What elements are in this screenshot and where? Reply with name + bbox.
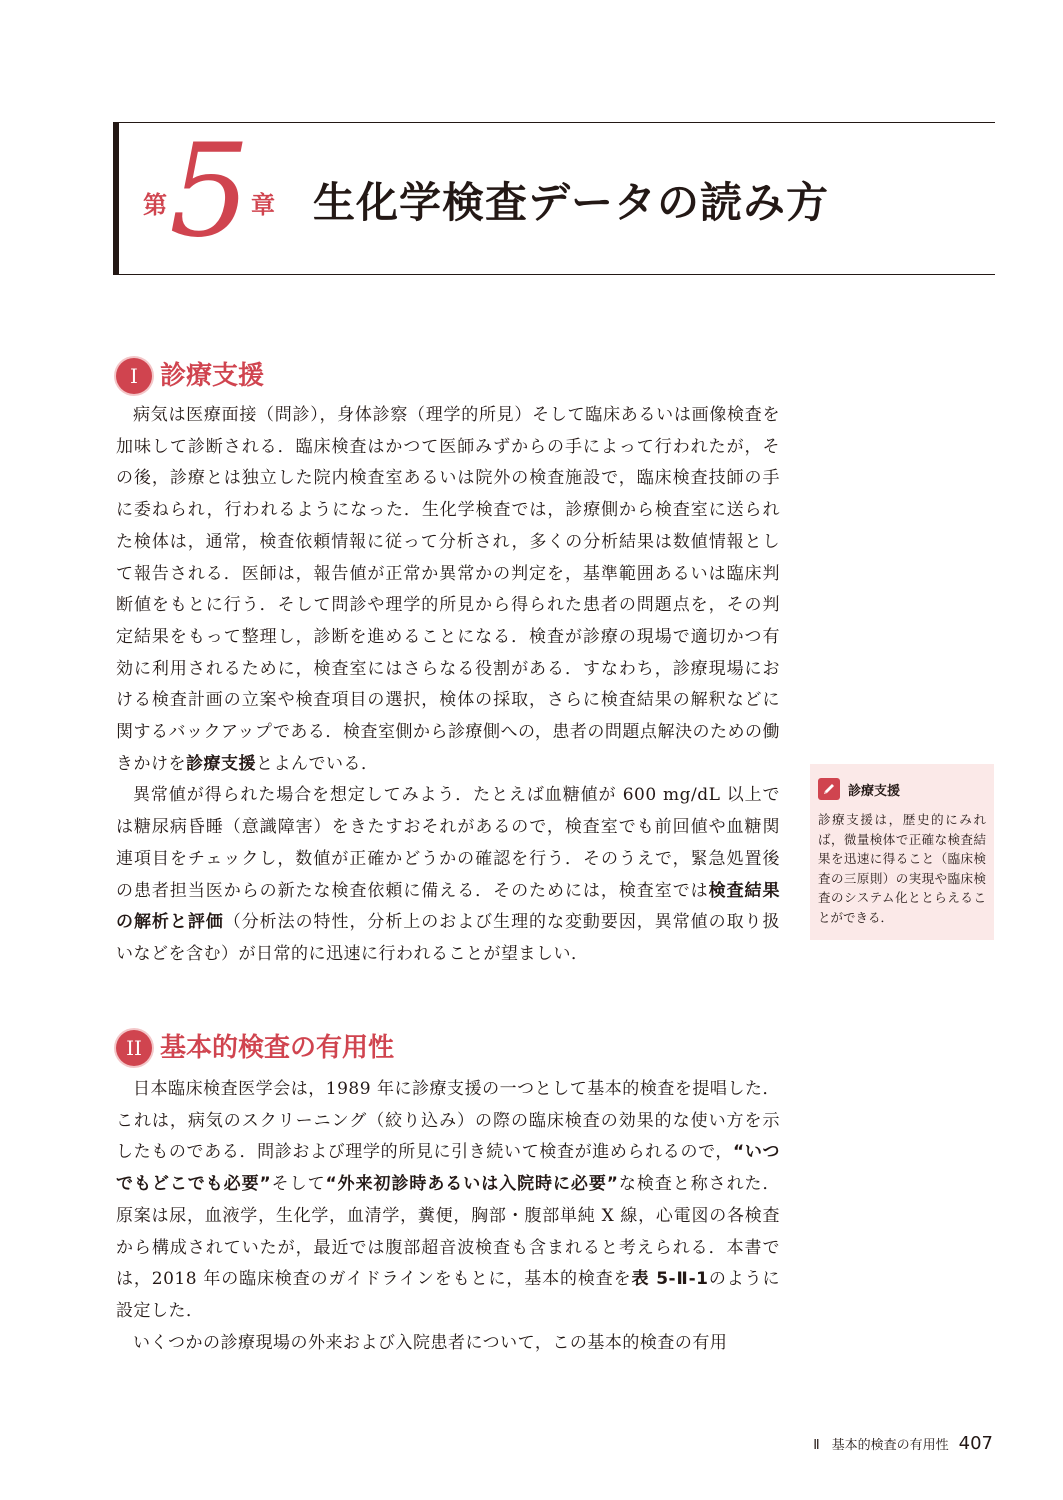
text-run: とよんでいる．	[256, 753, 379, 774]
sidenote-header	[818, 778, 986, 800]
keyword-bold: “いつでもどこでも必要”	[116, 1142, 780, 1195]
chapter-header	[113, 117, 995, 275]
pencil-note-icon	[818, 778, 840, 800]
sidenote-title: 診療支援	[848, 783, 901, 799]
chapter-number: 5	[169, 117, 251, 266]
text-run: 日本臨床検査医学会は，1989 年に診療支援の一つとして基本的検査を提唱した．これは，病気のスクリーニング（絞り込み）の際の臨床検査の効果的な使い方を示したものである．問診および理学的所見に引き続いて検査が進められるので，	[116, 1079, 780, 1163]
page-footer	[813, 1433, 993, 1454]
text-run: そして	[271, 1174, 326, 1195]
keyword-bold: 検査結果の解析と評価	[116, 880, 780, 933]
footer-section-mark: Ⅱ	[813, 1438, 820, 1453]
section-number-badge: I	[116, 358, 152, 394]
paragraph	[116, 400, 780, 780]
text-run: のように設定した．	[116, 1269, 781, 1321]
section-number-badge: II	[116, 1030, 152, 1066]
sidenote-body: 診療支援は，歴史的にみれば，微量検体で正確な検査結果を迅速に得ること（臨床検査の三原則）の実現や臨床検査のシステム化ととらえることができる．	[818, 812, 986, 925]
sidenote-box	[810, 764, 994, 940]
text-run: （分析法の特性，分析上のおよび生理的な変動要因，異常値の取り扱いなどを含む）が日常的に迅速に行われることが望ましい．	[116, 912, 780, 964]
chapter-title: 生化学検査データの読み方	[313, 178, 830, 227]
section-title: 基本的検査の有用性	[160, 1033, 395, 1063]
text-run: な検査と称された．原案は尿，血液学，生化学，血清学，糞便，胸部・腹部単純 X 線，心電図の各検査から構成されていたが，最近では腹部超音波検査も含まれると考えられる．本書では，2018 年の臨床検査のガイドラインをもとに，基本的検査を	[116, 1174, 780, 1290]
chapter-suffix: 章	[251, 191, 275, 219]
table-reference: 表 5-Ⅱ-1	[631, 1269, 709, 1290]
footer-section-title: 基本的検査の有用性	[831, 1438, 949, 1453]
chapter-prefix: 第	[143, 191, 167, 219]
section-1-body	[116, 400, 780, 971]
section-2-body	[116, 1074, 780, 1359]
section-title: 診療支援	[160, 361, 265, 391]
paragraph	[116, 1074, 780, 1328]
page-number: 407	[958, 1433, 993, 1454]
text-run: いくつかの診療現場の外来および入院患者について，この基本的検査の有用	[133, 1332, 728, 1353]
text-run: 病気は医療面接（問診），身体診察（理学的所見）そして臨床あるいは画像検査を加味して診断される．臨床検査はかつて医師みずからの手によって行われたが，その後，診療とは独立した院内検査室あるいは院外の検査施設で，臨床検査技師の手に委ねられ，行われるようになった．生化学検査では，診療側から検査室に送られた検体は，通常，検査依頼情報に従って分析され，多くの分析結果は数値情報として報告される．医師は，報告値が正常か異常かの判定を，基準範囲あるいは臨床判断値をもとに行う．そして問診や理学的所見から得られた患者の問題点を，その判定結果をもって整理し，診断を進めることになる．検査が診療の現場で適切かつ有効に利用されるために，検査室にはさらなる役割がある．すなわち，診療現場における検査計画の立案や検査項目の選択，検体の採取，さらに検査結果の解釈などに関するバックアップである．検査室側から診療側への，患者の問題点解決のための働きかけを	[116, 405, 780, 774]
paragraph	[116, 1328, 780, 1360]
keyword-bold: “外来初診時あるいは入院時に必要”	[325, 1174, 619, 1195]
text-run: 異常値が得られた場合を想定してみよう．たとえば血糖値が 600 mg/dL 以上では糖尿病昏睡（意識障害）をきたすおそれがあるので，検査室でも前回値や血糖関連項目をチェックし，数値が正確かどうかの確認を行う．そのうえで，緊急処置後の患者担当医からの新たな検査依頼に備える．そのためには，検査室では	[116, 785, 780, 901]
keyword-bold: 診療支援	[186, 753, 256, 774]
chapter-accent-bar	[113, 122, 119, 275]
paragraph	[116, 780, 780, 970]
